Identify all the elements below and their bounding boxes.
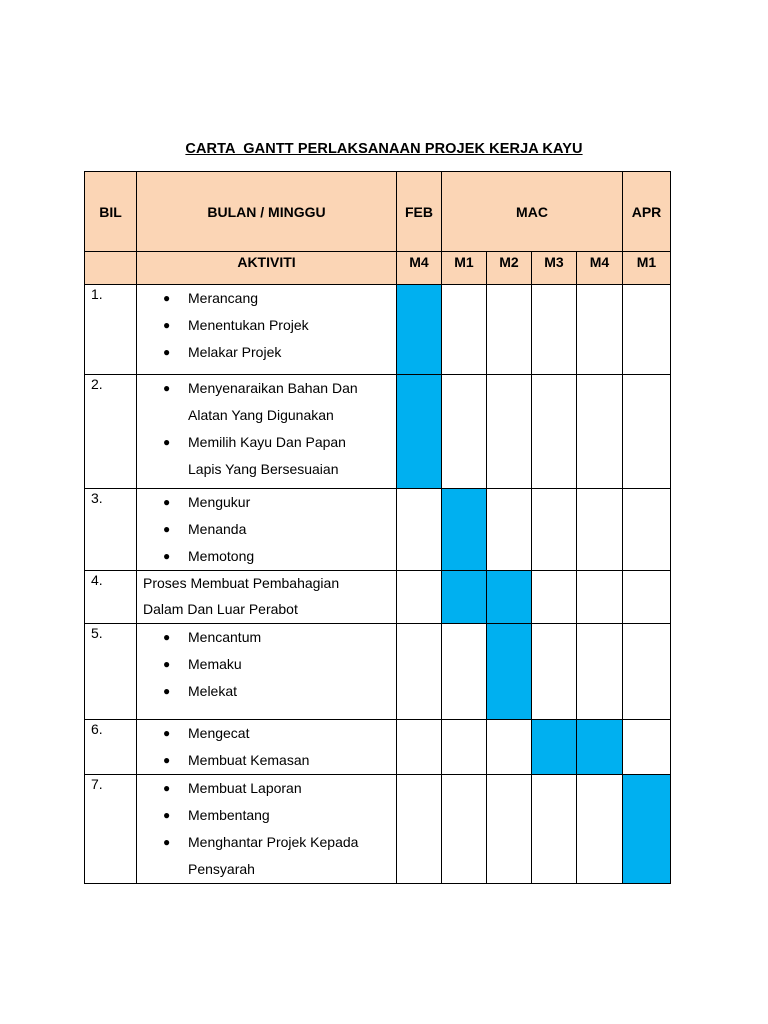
- activity-list: [143, 624, 392, 705]
- activity-text-line: Membentang: [188, 807, 270, 823]
- header-week: M3: [532, 252, 577, 285]
- activity-item: [143, 375, 392, 429]
- gantt-empty-cell: [577, 285, 623, 375]
- activity-text-line: Menentukan Projek: [188, 317, 309, 333]
- row-number: 5.: [85, 624, 137, 720]
- gantt-table: [84, 171, 671, 884]
- activity-cell: [137, 571, 397, 624]
- activity-item: [143, 543, 392, 570]
- activity-cell: [137, 375, 397, 489]
- activity-list: [143, 489, 392, 570]
- gantt-empty-cell: [532, 489, 577, 571]
- activity-cell: [137, 775, 397, 884]
- header-row-weeks: [85, 252, 671, 285]
- gantt-empty-cell: [442, 285, 487, 375]
- gantt-empty-cell: [397, 720, 442, 775]
- gantt-empty-cell: [532, 571, 577, 624]
- bullet-icon: ●: [163, 435, 171, 449]
- header-bil-blank: [85, 252, 137, 285]
- activity-list: [143, 720, 392, 774]
- activity-text-line: Alatan Yang Digunakan: [188, 407, 334, 423]
- activity-text-line: Mengukur: [188, 494, 251, 510]
- activity-cell: [137, 624, 397, 720]
- activity-row: [85, 571, 671, 624]
- bullet-icon: ●: [163, 318, 171, 332]
- header-month-apr: APR: [623, 172, 671, 252]
- gantt-empty-cell: [442, 624, 487, 720]
- activity-text-line: Dalam Dan Luar Perabot: [143, 600, 298, 617]
- activity-item: [143, 285, 392, 312]
- activity-row: [85, 489, 671, 571]
- gantt-empty-cell: [442, 720, 487, 775]
- header-month-feb: FEB: [397, 172, 442, 252]
- header-bil: BIL: [85, 172, 137, 252]
- activity-text-line: Lapis Yang Bersesuaian: [188, 461, 339, 477]
- gantt-empty-cell: [442, 775, 487, 884]
- bullet-icon: ●: [163, 381, 171, 395]
- bullet-icon: ●: [163, 835, 171, 849]
- gantt-bar-cell: [532, 720, 577, 775]
- gantt-empty-cell: [623, 720, 671, 775]
- activity-item: [143, 802, 392, 829]
- gantt-bar-cell: [487, 624, 532, 720]
- activity-text-line: Mengecat: [188, 725, 250, 741]
- bullet-icon: ●: [163, 657, 171, 671]
- gantt-empty-cell: [577, 775, 623, 884]
- activity-item: [143, 429, 392, 483]
- activity-text-line: Mencantum: [188, 629, 262, 645]
- header-row-months: [85, 172, 671, 252]
- gantt-empty-cell: [577, 624, 623, 720]
- header-week: M1: [623, 252, 671, 285]
- gantt-empty-cell: [487, 285, 532, 375]
- gantt-empty-cell: [397, 624, 442, 720]
- activity-row: [85, 375, 671, 489]
- activity-item: [143, 489, 392, 516]
- bullet-icon: ●: [163, 495, 171, 509]
- chart-title: CARTA GANTT PERLAKSANAAN PROJEK KERJA KAYU: [185, 141, 583, 157]
- header-month-mac: MAC: [442, 172, 623, 252]
- header-bulan-minggu: BULAN / MINGGU: [137, 172, 397, 252]
- gantt-empty-cell: [532, 285, 577, 375]
- gantt-bar-cell: [442, 489, 487, 571]
- activity-item: [143, 747, 392, 774]
- gantt-empty-cell: [623, 375, 671, 489]
- gantt-empty-cell: [442, 375, 487, 489]
- gantt-bar-cell: [487, 571, 532, 624]
- activity-text-line: Menyenaraikan Bahan Dan: [188, 380, 358, 396]
- activity-cell: [137, 489, 397, 571]
- bullet-icon: ●: [163, 808, 171, 822]
- row-number: 4.: [85, 571, 137, 624]
- bullet-icon: ●: [163, 684, 171, 698]
- activity-text-line: Proses Membuat Pembahagian: [143, 575, 340, 591]
- gantt-empty-cell: [623, 571, 671, 624]
- gantt-bar-cell: [442, 571, 487, 624]
- activity-row: [85, 720, 671, 775]
- activity-list: [143, 775, 392, 883]
- activity-text-line: Membuat Laporan: [188, 780, 302, 796]
- row-number: 3.: [85, 489, 137, 571]
- gantt-empty-cell: [397, 489, 442, 571]
- row-number: 7.: [85, 775, 137, 884]
- activity-list: [143, 285, 392, 366]
- bullet-icon: ●: [163, 630, 171, 644]
- activity-text-line: Memaku: [188, 656, 242, 672]
- header-week: M4: [577, 252, 623, 285]
- gantt-empty-cell: [532, 375, 577, 489]
- gantt-empty-cell: [577, 571, 623, 624]
- bullet-icon: ●: [163, 781, 171, 795]
- gantt-bar-cell: [397, 285, 442, 375]
- activity-text-line: Melekat: [188, 683, 238, 699]
- gantt-empty-cell: [623, 285, 671, 375]
- bullet-icon: ●: [163, 345, 171, 359]
- gantt-empty-cell: [532, 624, 577, 720]
- bullet-icon: ●: [163, 522, 171, 536]
- activity-row: [85, 624, 671, 720]
- activity-item: [143, 775, 392, 802]
- activity-text-line: Membuat Kemasan: [188, 752, 310, 768]
- row-number: 2.: [85, 375, 137, 489]
- gantt-empty-cell: [487, 375, 532, 489]
- bullet-icon: ●: [163, 291, 171, 305]
- gantt-bar-cell: [397, 375, 442, 489]
- gantt-empty-cell: [487, 489, 532, 571]
- gantt-empty-cell: [487, 775, 532, 884]
- gantt-empty-cell: [623, 624, 671, 720]
- activity-item: [143, 678, 392, 705]
- activity-row: [85, 285, 671, 375]
- header-week: M4: [397, 252, 442, 285]
- activity-text-line: Merancang: [188, 290, 259, 306]
- activity-list: [143, 375, 392, 483]
- gantt-empty-cell: [397, 775, 442, 884]
- gantt-empty-cell: [623, 489, 671, 571]
- activity-item: [143, 651, 392, 678]
- activity-item: [143, 339, 392, 366]
- activity-item: [143, 829, 392, 883]
- activity-text-line: Menghantar Projek Kepada: [188, 834, 359, 850]
- activity-text-line: Melakar Projek: [188, 344, 282, 360]
- activity-text-line: Menanda: [188, 521, 247, 537]
- row-number: 6.: [85, 720, 137, 775]
- gantt-empty-cell: [487, 720, 532, 775]
- gantt-bar-cell: [577, 720, 623, 775]
- activity-text-line: Memilih Kayu Dan Papan: [188, 434, 346, 450]
- header-aktiviti: AKTIVITI: [137, 252, 397, 285]
- activity-cell: [137, 285, 397, 375]
- gantt-empty-cell: [577, 375, 623, 489]
- row-number: 1.: [85, 285, 137, 375]
- header-week: M2: [487, 252, 532, 285]
- activity-row: [85, 775, 671, 884]
- bullet-icon: ●: [163, 726, 171, 740]
- activity-item: [143, 720, 392, 747]
- gantt-empty-cell: [577, 489, 623, 571]
- activity-text-line: Pensyarah: [188, 861, 255, 877]
- activity-item: [143, 312, 392, 339]
- header-week: M1: [442, 252, 487, 285]
- activity-text-line: Memotong: [188, 548, 255, 564]
- bullet-icon: ●: [163, 549, 171, 563]
- bullet-icon: ●: [163, 753, 171, 767]
- gantt-empty-cell: [532, 775, 577, 884]
- gantt-empty-cell: [397, 571, 442, 624]
- gantt-bar-cell: [623, 775, 671, 884]
- activity-cell: [137, 720, 397, 775]
- activity-item: [143, 624, 392, 651]
- activity-item: [143, 516, 392, 543]
